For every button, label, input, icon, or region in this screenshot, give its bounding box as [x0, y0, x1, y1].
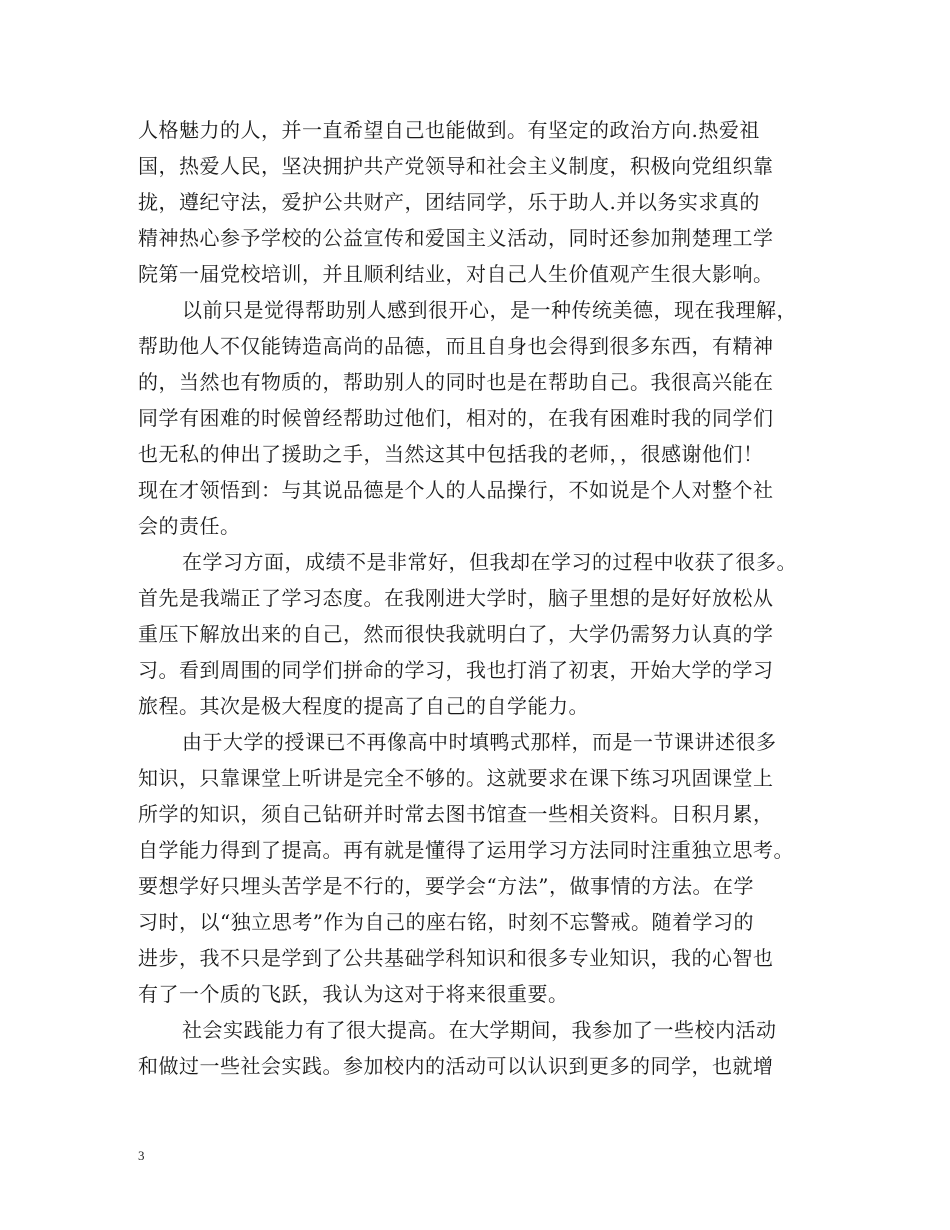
text-line: 现在才领悟到：与其说品德是个人的人品操行，不如说是个人对整个社 [138, 478, 774, 502]
text-line: 国，热爱人民，坚决拥护共产党领导和社会主义制度，积极向党组织靠 [138, 154, 774, 178]
text-line: 旅程。其次是极大程度的提高了自己的自学能力。 [138, 694, 589, 718]
paragraph [138, 544, 828, 724]
text-line: 进步，我不只是学到了公共基础学科知识和很多专业知识，我的心智也 [138, 946, 774, 970]
text-line: 以前只是觉得帮助别人感到很开心，是一种传统美德，现在我理解， [182, 298, 797, 322]
text-line: 有了一个质的飞跃，我认为这对于将来很重要。 [138, 982, 569, 1006]
text-line: 会的责任。 [138, 514, 241, 538]
text-line: 社会实践能力有了很大提高。在大学期间，我参加了一些校内活动 [182, 1018, 777, 1042]
text-line: 在学习方面，成绩不是非常好，但我却在学习的过程中收获了很多。 [182, 550, 797, 574]
paragraph [138, 292, 828, 544]
text-line: 人格魅力的人，并一直希望自己也能做到。有坚定的政治方向.热爱祖 [138, 118, 760, 142]
text-line: 的，当然也有物质的，帮助别人的同时也是在帮助自己。我很高兴能在 [138, 370, 774, 394]
text-line: 习时，以“独立思考”作为自己的座右铭，时刻不忘警戒。随着学习的 [138, 910, 754, 934]
text-line: 和做过一些社会实践。参加校内的活动可以认识到更多的同学，也就增 [138, 1054, 774, 1078]
text-line: 也无私的伸出了援助之手，当然这其中包括我的老师，，很感谢他们！ [138, 442, 764, 466]
text-line: 要想学好只埋头苦学是不行的，要学会“方法”，做事情的方法。在学 [138, 874, 754, 898]
paragraph [138, 112, 828, 292]
paragraph [138, 1012, 828, 1084]
text-line: 由于大学的授课已不再像高中时填鸭式那样，而是一节课讲述很多 [182, 730, 777, 754]
text-line: 习。看到周围的同学们拼命的学习，我也打消了初衷，开始大学的学习 [138, 658, 774, 682]
document-body [138, 112, 828, 1084]
text-line: 重压下解放出来的自己，然而很快我就明白了，大学仍需努力认真的学 [138, 622, 774, 646]
text-line: 知识，只靠课堂上听讲是完全不够的。这就要求在课下练习巩固课堂上 [138, 766, 774, 790]
text-line: 帮助他人不仅能铸造高尚的品德，而且自身也会得到很多东西，有精神 [138, 334, 774, 358]
text-line: 首先是我端正了学习态度。在我刚进大学时，脑子里想的是好好放松从 [138, 586, 774, 610]
text-line: 院第一届党校培训，并且顺利结业，对自己人生价值观产生很大影响。 [138, 262, 774, 286]
text-line: 自学能力得到了提高。再有就是懂得了运用学习方法同时注重独立思考。 [138, 838, 794, 862]
paragraph [138, 724, 828, 1012]
text-line: 所学的知识，须自己钻研并时常去图书馆查一些相关资料。日积月累， [138, 802, 774, 826]
text-line: 精神热心参予学校的公益宣传和爱国主义活动，同时还参加荆楚理工学 [138, 226, 774, 250]
text-line: 同学有困难的时候曾经帮助过他们，相对的，在我有困难时我的同学们 [138, 406, 774, 430]
text-line: 拢，遵纪守法，爱护公共财产，团结同学，乐于助人.并以务实求真的 [138, 190, 760, 214]
page-number: 3 [138, 1148, 145, 1163]
